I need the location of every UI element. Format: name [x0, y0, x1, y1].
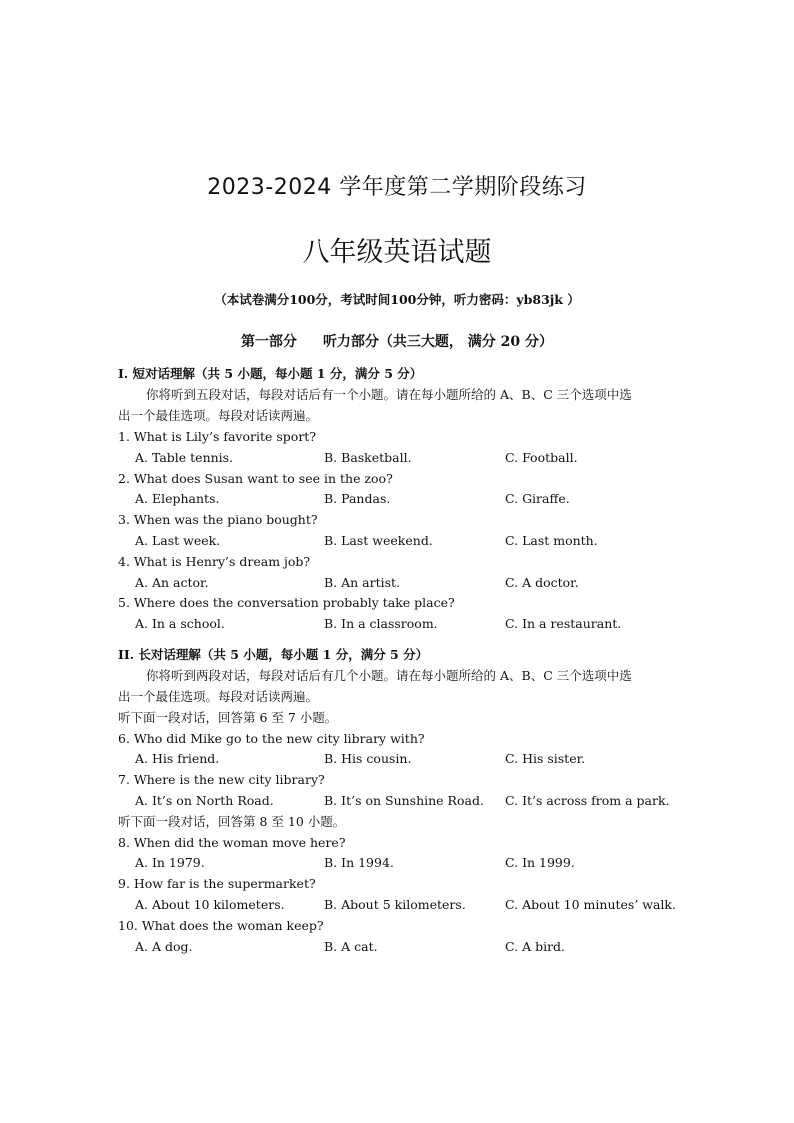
question-5-option-b: B. In a classroom.: [324, 616, 438, 631]
question-4-option-b: B. An artist.: [324, 575, 401, 590]
dialog-1-intro: 听下面一段对话，回答第 6 至 7 小题。: [118, 710, 338, 725]
question-4-option-c: C. A doctor.: [505, 575, 579, 590]
question-1: 1. What is Lily’s favorite sport?: [118, 429, 317, 444]
question-9-option-a: A. About 10 kilometers.: [135, 897, 285, 912]
question-1-option-a: A. Table tennis.: [135, 450, 234, 465]
question-6-option-a: A. His friend.: [135, 751, 220, 766]
part-heading: [0, 331, 794, 351]
part-title: 听力部分（共三大题， 满分 20 分）: [322, 334, 554, 350]
question-1-option-b: B. Basketball.: [324, 450, 412, 465]
question-4: 4. What is Henry’s dream job?: [118, 554, 311, 569]
question-1-option-c: C. Football.: [505, 450, 578, 465]
question-7: 7. Where is the new city library?: [118, 772, 325, 787]
section-2-heading: II. 长对话理解（共 5 小题，每小题 1 分，满分 5 分）: [118, 647, 429, 662]
question-5-option-c: C. In a restaurant.: [505, 616, 622, 631]
question-2-option-a: A. Elephants.: [135, 491, 220, 506]
question-6: 6. Who did Mike go to the new city library with?: [118, 731, 425, 746]
question-3-option-c: C. Last month.: [505, 533, 598, 548]
section-1-instruction-line-1: 你将听到五段对话，每段对话后有一个小题。请在每小题所给的 A、B、C 三个选项中选: [146, 387, 632, 402]
part-label: 第一部分: [240, 334, 297, 350]
question-2-option-b: B. Pandas.: [324, 491, 391, 506]
question-3-option-b: B. Last weekend.: [324, 533, 433, 548]
question-7-option-b: B. It’s on Sunshine Road.: [324, 793, 484, 808]
question-7-option-a: A. It’s on North Road.: [135, 793, 274, 808]
question-8-option-b: B. In 1994.: [324, 855, 394, 870]
question-3-option-a: A. Last week.: [135, 533, 221, 548]
question-2-option-c: C. Giraffe.: [505, 491, 570, 506]
exam-subtitle: 八年级英语试题: [302, 237, 492, 268]
question-8-option-c: C. In 1999.: [505, 855, 575, 870]
question-2: 2. What does Susan want to see in the zoo?: [118, 471, 393, 486]
question-10-option-a: A. A dog.: [135, 939, 193, 954]
question-10: 10. What does the woman keep?: [118, 918, 324, 933]
question-6-option-b: B. His cousin.: [324, 751, 412, 766]
question-10-option-c: C. A bird.: [505, 939, 566, 954]
question-4-option-a: A. An actor.: [135, 575, 209, 590]
question-9-option-c: C. About 10 minutes’ walk.: [505, 897, 676, 912]
section-1-heading: I. 短对话理解（共 5 小题，每小题 1 分，满分 5 分）: [118, 366, 423, 381]
question-9-option-b: B. About 5 kilometers.: [324, 897, 466, 912]
question-9: 9. How far is the supermarket?: [118, 876, 316, 891]
section-2-instruction-line-2: 出一个最佳选项。每段对话读两遍。: [118, 689, 319, 704]
dialog-2-intro: 听下面一段对话，回答第 8 至 10 小题。: [118, 814, 346, 829]
question-10-option-b: B. A cat.: [324, 939, 378, 954]
exam-title: 2023-2024 学年度第二学期阶段练习: [207, 175, 587, 200]
question-8-option-a: A. In 1979.: [135, 855, 205, 870]
question-3: 3. When was the piano bought?: [118, 512, 318, 527]
section-2-instruction-line-1: 你将听到两段对话，每段对话后有几个小题。请在每小题所给的 A、B、C 三个选项中选: [146, 668, 632, 683]
exam-info: （本试卷满分100分，考试时间100分钟，听力密码：yb83jk ）: [214, 292, 580, 307]
question-7-option-c: C. It’s across from a park.: [505, 793, 670, 808]
question-6-option-c: C. His sister.: [505, 751, 586, 766]
question-5: 5. Where does the conversation probably take place?: [118, 595, 455, 610]
section-1-instruction-line-2: 出一个最佳选项。每段对话读两遍。: [118, 408, 319, 423]
question-8: 8. When did the woman move here?: [118, 835, 346, 850]
question-5-option-a: A. In a school.: [135, 616, 225, 631]
